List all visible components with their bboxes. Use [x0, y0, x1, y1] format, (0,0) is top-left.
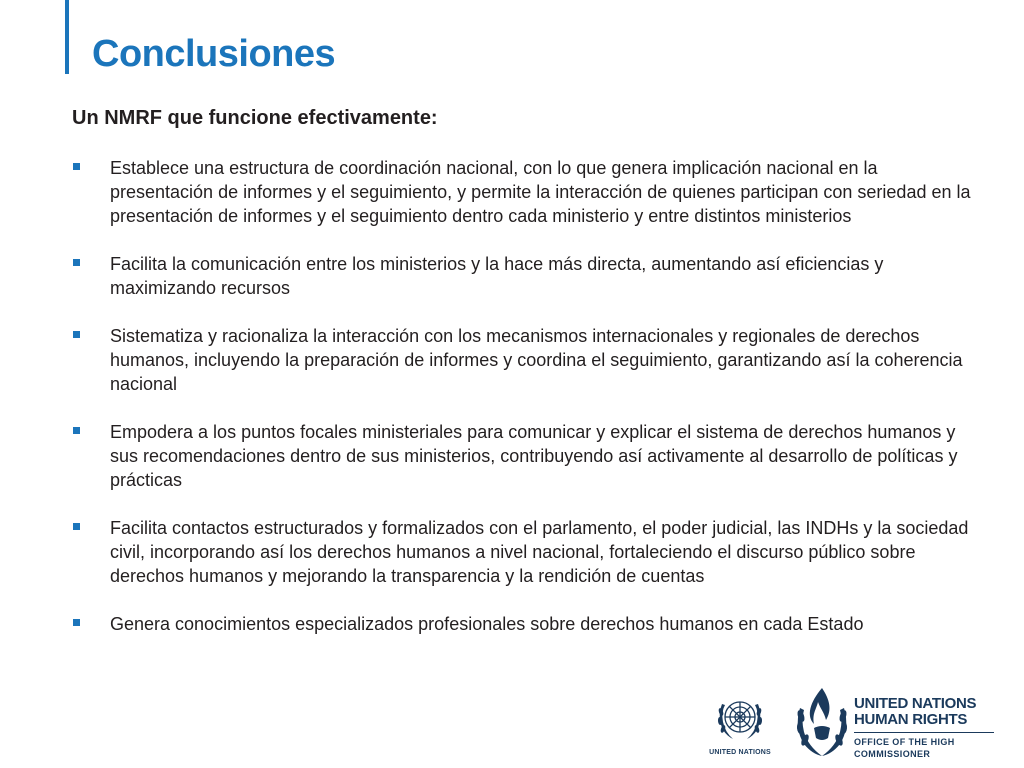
page-subtitle: Un NMRF que funcione efectivamente: — [72, 107, 438, 129]
bullet-text: Facilita contactos estructurados y formalizados con el parlamento, el poder judicial, las INDHs y la sociedad civil, incorporando así los derechos humanos a nivel nacional, fortaleciendo el discurso público sobre derechos humanos y mejorando la transparencia y la rendición de cuentas — [110, 518, 969, 586]
title-accent-bar — [65, 0, 69, 74]
bullet-list — [72, 156, 977, 636]
un-logo-label: UNITED NATIONS — [709, 749, 771, 756]
square-bullet-icon — [72, 612, 110, 626]
human-rights-logo — [792, 684, 1002, 764]
bullet-text: Empodera a los puntos focales ministeriales para comunicar y explicar el sistema de derechos humanos y sus recomendaciones dentro de sus ministerios, contribuyendo así activamente al desarrollo de políticas y prácticas — [110, 422, 958, 490]
list-item — [72, 516, 977, 588]
bullet-text: Establece una estructura de coordinación nacional, con lo que genera implicación nacional en la presentación de informes y el seguimiento, y permite la interacción de quienes participan con seriedad en la presentación de informes y el seguimiento dentro cada ministerio y entre distintos ministerios — [110, 158, 971, 226]
list-item — [72, 420, 977, 492]
hr-logo-line3: OFFICE OF THE HIGH COMMISSIONER — [854, 737, 955, 759]
human-rights-wordmark — [854, 696, 1002, 760]
un-logo — [705, 692, 775, 762]
hr-logo-line2: HUMAN RIGHTS — [854, 711, 968, 728]
list-item — [72, 252, 977, 300]
square-bullet-icon — [72, 516, 110, 530]
list-item — [72, 612, 977, 636]
list-item — [72, 156, 977, 228]
human-rights-flame-icon — [792, 684, 852, 760]
hr-logo-rule — [854, 732, 994, 733]
hr-logo-line1: UNITED NATIONS — [854, 695, 977, 712]
square-bullet-icon — [72, 252, 110, 266]
list-item — [72, 324, 977, 396]
bullet-text: Genera conocimientos especializados profesionales sobre derechos humanos en cada Estado — [110, 614, 864, 634]
square-bullet-icon — [72, 156, 110, 170]
square-bullet-icon — [72, 324, 110, 338]
bullet-text: Sistematiza y racionaliza la interacción con los mecanismos internacionales y regionales de derechos humanos, incluyendo la preparación de informes y coordina el seguimiento, garantizando así la coherencia nacional — [110, 326, 963, 394]
page-title: Conclusiones — [92, 33, 336, 75]
square-bullet-icon — [72, 420, 110, 434]
bullet-text: Facilita la comunicación entre los ministerios y la hace más directa, aumentando así eficiencias y maximizando recursos — [110, 254, 884, 298]
un-emblem-icon — [713, 692, 767, 746]
